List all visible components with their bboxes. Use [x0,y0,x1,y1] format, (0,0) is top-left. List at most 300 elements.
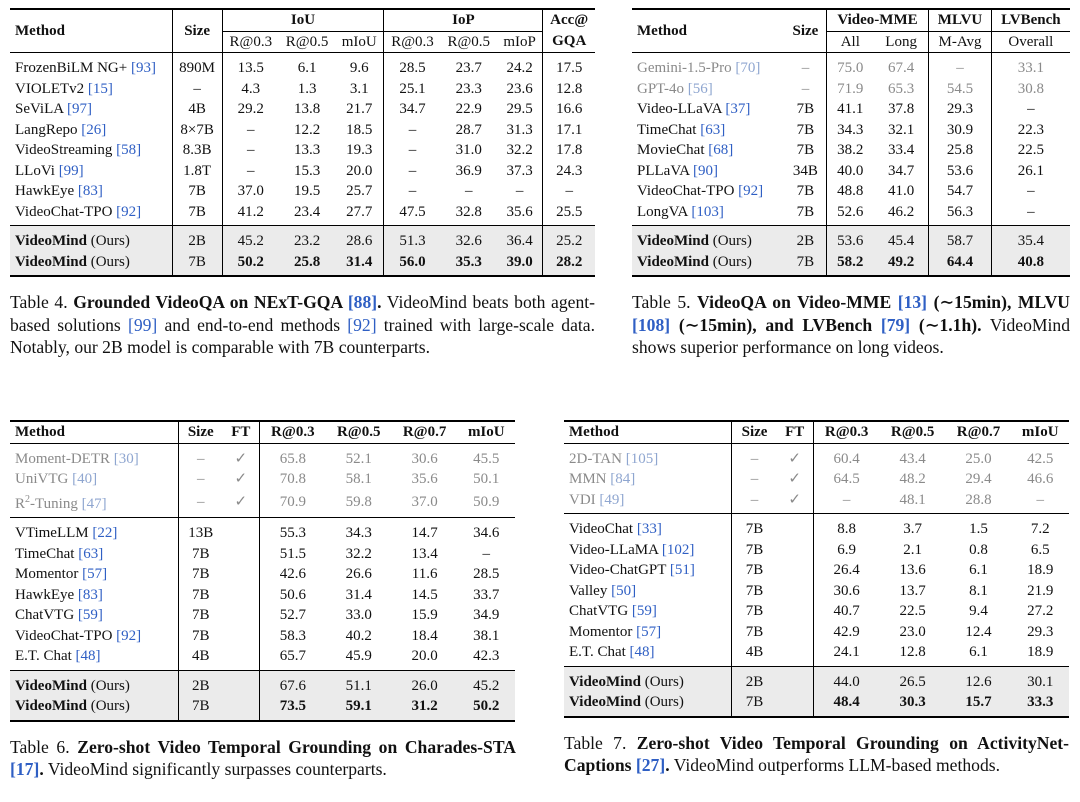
citation-text: [92] [347,314,377,335]
table-cell: 45.2 [458,670,515,696]
table-5-caption [632,291,1070,359]
table-cell: 26.0 [392,670,458,696]
table-row [10,161,595,182]
table-cell: 25.1 [384,79,441,100]
check-icon: ✓ [788,491,801,508]
table-cell: 7B [732,560,777,581]
table-cell: 4B [172,99,222,120]
table-cell: 7B [178,544,223,565]
table-cell: – [178,490,223,518]
table-cell: 25.0 [965,450,992,467]
table-cell: 51.3 [384,226,441,252]
cell-text: VideoStreaming [15,142,113,158]
cell-text: ChatVTG [15,607,75,623]
table-cell [10,564,178,585]
citation-text: [79] [880,314,911,335]
cell-text: . [39,759,44,779]
table-cell: 30.9 [929,120,991,141]
citation-text: [33] [636,521,662,537]
citation-text: [92] [116,203,142,220]
table-row [564,560,1069,581]
cell-text: MovieChat [637,142,705,158]
table-cell: – [1036,491,1044,508]
table-cell: 71.9 [826,79,874,100]
table-cell: 7B [178,626,223,647]
table-row [564,514,1069,540]
table-cell: 26.5 [880,666,946,692]
table-cell: 28.8 [965,491,992,508]
table-cell: 2B [172,226,222,252]
citation-text: [83] [77,183,103,199]
table-row [632,53,1070,79]
table-cell: 52.1 [345,450,372,467]
table-cell: 34.9 [473,607,500,623]
table-cell: 6.9 [813,540,880,561]
cell-text: E.T. Chat [569,644,626,660]
table-cell: 48.8 [826,181,874,202]
table-cell [564,514,732,540]
cell-text: VideoMind [15,233,87,249]
table-cell [223,518,260,544]
citation-text: [59] [631,603,657,619]
cell-text: VideoMind [637,233,709,249]
header-r05: R@0.5 [890,424,935,440]
subheader: R@0.5 [285,33,329,50]
header-size: Size [792,22,819,39]
table-cell: 50.2 [222,252,279,277]
subheader: mIoP [503,33,536,50]
table-cell: 34.7 [888,162,915,179]
table-cell: 38.2 [826,140,874,161]
table-cell: 73.5 [259,696,325,721]
table-cell: 26.1 [991,161,1070,182]
table-cell: 48.1 [899,491,926,508]
table-cell: 34.7 [384,99,441,120]
citation-text: [56] [687,80,713,97]
table-cell: – [991,181,1070,202]
header-ft: FT [785,424,805,440]
citation-text: [50] [611,582,637,599]
table-cell: 16.6 [543,99,595,120]
cell-text: trained with large-scale data. Notably, our 2B model is comparable with 7B counterparts. [10,314,595,357]
table-cell: 59.8 [345,493,372,510]
cell-text: HawkEye [15,586,75,603]
table-cell: 40.7 [813,601,880,622]
table-cell: 23.6 [506,80,533,97]
table-cell: 26.4 [813,560,880,581]
table-cell: 42.9 [813,622,880,643]
cell-text: (Ours) [90,253,130,270]
table-row [632,79,1070,100]
table-cell: 3.1 [349,80,369,97]
table-cell [777,514,814,540]
cell-text: VideoMind [569,694,641,710]
header-r03: R@0.3 [813,421,880,443]
table-cell [10,79,172,100]
table-cell: 13.8 [293,101,321,117]
table-cell: 12.6 [946,666,1012,692]
table-cell: 51.1 [326,670,392,696]
cell-text: (∼15min), and LVBench [678,314,873,335]
table-cell [10,646,178,670]
cell-text: Video-ChatGPT [569,562,667,578]
subheader: R@0.3 [384,31,441,53]
table-cell: 25.5 [543,202,595,226]
table-cell: 22.5 [991,140,1070,161]
table-cell: 15.7 [946,692,1012,717]
table-cell: 4B [178,646,223,670]
table-cell: 25.7 [346,183,373,199]
table-cell: – [384,140,441,161]
table-cell: 33.7 [473,586,500,603]
check-icon: ✓ [234,493,248,510]
citation-text: [57] [82,566,108,582]
table-cell: 51.5 [259,544,325,565]
table-cell: 42.3 [473,648,500,664]
table-row [564,469,1069,490]
table-cell: 64.5 [813,469,880,490]
table-cell: – [384,161,441,182]
table-cell: 28.5 [384,53,441,79]
cell-text: VideoChat-TPO [15,627,113,644]
table-cell: 6.1 [969,644,988,660]
table-cell: 22.5 [899,603,926,619]
table-cell: – [384,120,441,141]
cell-text: VideoMind [569,673,641,690]
table-cell: 15.9 [411,607,438,623]
cell-text: Table 5. [632,292,691,312]
table-cell: 24.3 [543,161,595,182]
cell-text: (Ours) [644,673,684,690]
table-cell: 1.5 [969,521,988,537]
table-cell: 75.0 [826,53,874,79]
table-cell: 6.1 [297,60,317,76]
citation-text: [22] [92,525,118,541]
table-5-block [632,8,1070,359]
table-cell: 17.8 [543,140,595,161]
table-cell: 3.7 [903,521,923,537]
table-row [10,626,515,647]
header-method: Method [637,22,687,39]
table-cell: 37.0 [222,181,279,202]
table-cell: 33.3 [1012,692,1070,717]
table-cell: 22.3 [991,120,1070,141]
table-cell: 7B [732,622,777,643]
table-cell: 67.6 [259,670,325,696]
table-cell [223,646,260,670]
table-cell: 7B [178,585,223,606]
table-cell: 0.8 [969,541,988,558]
table-row [10,469,515,490]
table-cell: 25.2 [543,226,595,252]
cell-text: VideoQA on Video-MME [697,292,892,312]
table-cell: 45.9 [345,648,372,664]
citation-text: [37] [725,101,751,117]
table-row [10,53,595,79]
citation-text: [48] [629,644,655,660]
table-cell [10,140,172,161]
cell-text: VideoMind shows superior performance on long videos. [632,314,1070,357]
table-cell: – [465,183,473,199]
citation-text: [47] [81,495,107,512]
table-cell [564,581,732,602]
table-cell [564,560,732,581]
table-cell: 45.2 [222,226,279,252]
cell-text: (Ours) [90,698,130,714]
table-cell: 58.1 [345,471,372,487]
cell-text: VideoMind significantly surpasses counterparts. [47,759,387,779]
table-cell [223,585,260,606]
header-acc-gqa: GQA [543,31,595,53]
table-row [632,120,1070,141]
table-4-caption [10,291,595,359]
table-cell: – [482,545,491,562]
table-cell: – [801,80,810,97]
table-cell: 46.6 [1027,471,1054,487]
table-cell: 1.8T [172,161,222,182]
table-cell: 7.2 [1030,521,1050,537]
citation-text: [15] [87,80,113,97]
table-cell: 11.6 [411,566,438,582]
citation-text: [105] [625,450,659,467]
table-cell: – [384,181,441,202]
table-7-caption [564,732,1069,777]
table-cell: 23.4 [293,203,321,220]
table-cell [777,540,814,561]
table-cell: 31.2 [392,696,458,721]
table-cell: 7B [732,601,777,622]
table-cell: 58.7 [929,226,991,252]
table-cell: 50.2 [458,696,515,721]
check-icon: ✓ [788,471,801,487]
cell-text [73,292,381,312]
table-cell [777,642,814,666]
table-cell: 28.5 [473,566,500,582]
table-cell [564,601,732,622]
table-cell: 58.3 [259,626,325,647]
table-cell: 9.4 [969,603,988,619]
table-row [10,605,515,626]
table-cell: 17.5 [543,53,595,79]
table-row-ours [10,252,595,277]
table-cell: 50.1 [473,471,500,487]
subheader: Overall [991,31,1070,53]
table-row [564,443,1069,469]
cell-text: ChatVTG [569,603,629,619]
table-row [10,490,515,518]
table-cell [10,53,172,79]
table-cell [632,99,785,120]
cell-text: 2 [25,493,31,505]
table-cell: 33.0 [345,607,372,623]
table-cell: 37.0 [411,493,438,510]
table-cell [564,540,732,561]
table-cell [10,161,172,182]
cell-text: VideoChat [569,521,634,537]
table-cell [223,605,260,626]
check-icon: ✓ [788,450,801,467]
table-row [632,161,1070,182]
check-icon: ✓ [234,450,248,467]
table-cell [10,252,172,277]
subheader: R@0.5 [447,33,491,50]
table-cell: 13.6 [899,562,926,578]
cell-text: Video-LLaMA [569,541,659,558]
table-cell [564,642,732,666]
header-r07: R@0.7 [402,424,447,440]
cell-text: Moment-DETR [15,450,110,467]
table-cell: 28.2 [543,252,595,277]
table-cell: 14.7 [411,525,438,541]
header-iou: IoU [222,9,384,31]
citation-text: [108] [632,314,671,335]
citation-text: [40] [72,471,98,487]
table-cell [564,469,732,490]
header-size: Size [172,9,222,53]
table-cell [10,605,178,626]
cell-text: R [15,495,26,512]
table-row [564,540,1069,561]
table-cell: 32.2 [345,545,372,562]
citation-text: [68] [708,142,734,158]
citation-text: [88] [347,292,378,312]
table-cell: 7B [732,581,777,602]
table-row [632,202,1070,226]
subheader: Long [885,33,917,50]
table-row-ours [564,692,1069,717]
table-cell: 33.1 [991,53,1070,79]
table-cell: 23.2 [279,226,335,252]
table-cell: 47.5 [384,202,441,226]
table-cell [564,692,732,717]
table-cell: – [172,79,222,100]
table-cell: – [515,183,524,199]
citation-text: [90] [692,162,718,179]
table-cell [10,469,178,490]
table-cell: – [222,161,279,182]
table-row [10,564,515,585]
header-iop: IoP [384,9,543,31]
table-cell: 23.7 [455,60,482,76]
table-cell: 18.9 [1027,562,1054,578]
table-cell: 20.0 [411,648,438,664]
table-cell [10,626,178,647]
table-6-caption [10,736,515,781]
table-cell [223,696,260,721]
cell-text: VideoMind beats both agent-based solutions [10,292,595,335]
table-cell: 40.2 [345,627,372,644]
table-cell: 45.5 [473,450,500,467]
table-cell: 8×7B [172,120,222,141]
table-cell: 67.4 [888,60,915,76]
table-cell: 70.8 [259,469,325,490]
citation-text: [97] [67,101,93,117]
cell-text: VideoChat-TPO [15,203,113,220]
table-row [10,202,595,226]
citation-text: [17] [10,759,40,779]
header-size: Size [732,421,777,443]
table-cell: 7B [796,101,815,117]
table-cell [564,622,732,643]
table-cell: – [991,202,1070,226]
table-cell [10,518,178,544]
table-cell: – [929,53,991,79]
table-cell: 35.3 [441,252,497,277]
cell-text: FrozenBiLM NG+ [15,60,128,76]
table-cell: 2B [785,226,826,252]
header-lvbench: LVBench [991,9,1070,31]
table-row [632,99,1070,120]
table-cell: 13.4 [411,545,438,562]
table-cell: 54.7 [929,181,991,202]
table-row [564,642,1069,666]
table-row [10,544,515,565]
table-cell: 39.0 [497,252,543,277]
table-cell: 40.0 [826,161,874,182]
citation-text: [51] [669,562,695,578]
table-cell: 6.5 [1030,541,1050,558]
table-cell: 54.5 [929,79,991,100]
table-cell: 18.5 [346,121,373,138]
table-cell: 2.1 [903,541,923,558]
table-cell: 50.6 [259,585,325,606]
table-cell: 59.1 [326,696,392,721]
table-cell [10,490,178,518]
table-cell: 19.3 [346,142,373,158]
header-acc: Acc@ [543,9,595,31]
table-cell [223,626,260,647]
table-cell: 33.4 [888,142,915,158]
table-cell: 29.2 [222,99,279,120]
table-cell [223,544,260,565]
table-cell: – [813,490,880,514]
table-cell [632,202,785,226]
table-cell: – [801,60,810,76]
header-mlvu: MLVU [929,9,991,31]
table-row [564,601,1069,622]
cell-text: TimeChat [637,121,697,138]
citation-text: [27] [635,755,666,775]
table-row-ours [632,252,1070,277]
table-cell: 7B [178,605,223,626]
table-cell: 34.6 [473,525,500,541]
citation-text: [102] [661,541,695,558]
cell-text: and end-to-end methods [164,314,341,335]
table-cell: – [732,469,777,490]
table-4-block [10,8,595,359]
table-cell: 36.9 [455,162,482,179]
subheader: mIoU [341,33,377,50]
table-cell: 28.6 [335,226,384,252]
cell-text: (Ours) [712,253,752,270]
table-cell: 18.4 [411,627,438,644]
table-cell: 40.8 [991,252,1070,277]
table-cell: 42.5 [1027,450,1054,467]
table-5 [632,8,1070,277]
table-cell: 8.3B [172,140,222,161]
header-miou: mIoU [467,424,505,440]
table-cell: 4B [732,642,777,666]
table-cell: 41.0 [888,183,915,199]
table-row-ours [10,670,515,696]
table-cell: 13.7 [899,582,926,599]
header-r03: R@0.3 [259,421,325,443]
table-cell: 32.2 [506,142,533,158]
table-row [10,585,515,606]
table-row [10,181,595,202]
cell-text: Momentor [569,623,633,640]
table-cell: 60.4 [813,443,880,469]
